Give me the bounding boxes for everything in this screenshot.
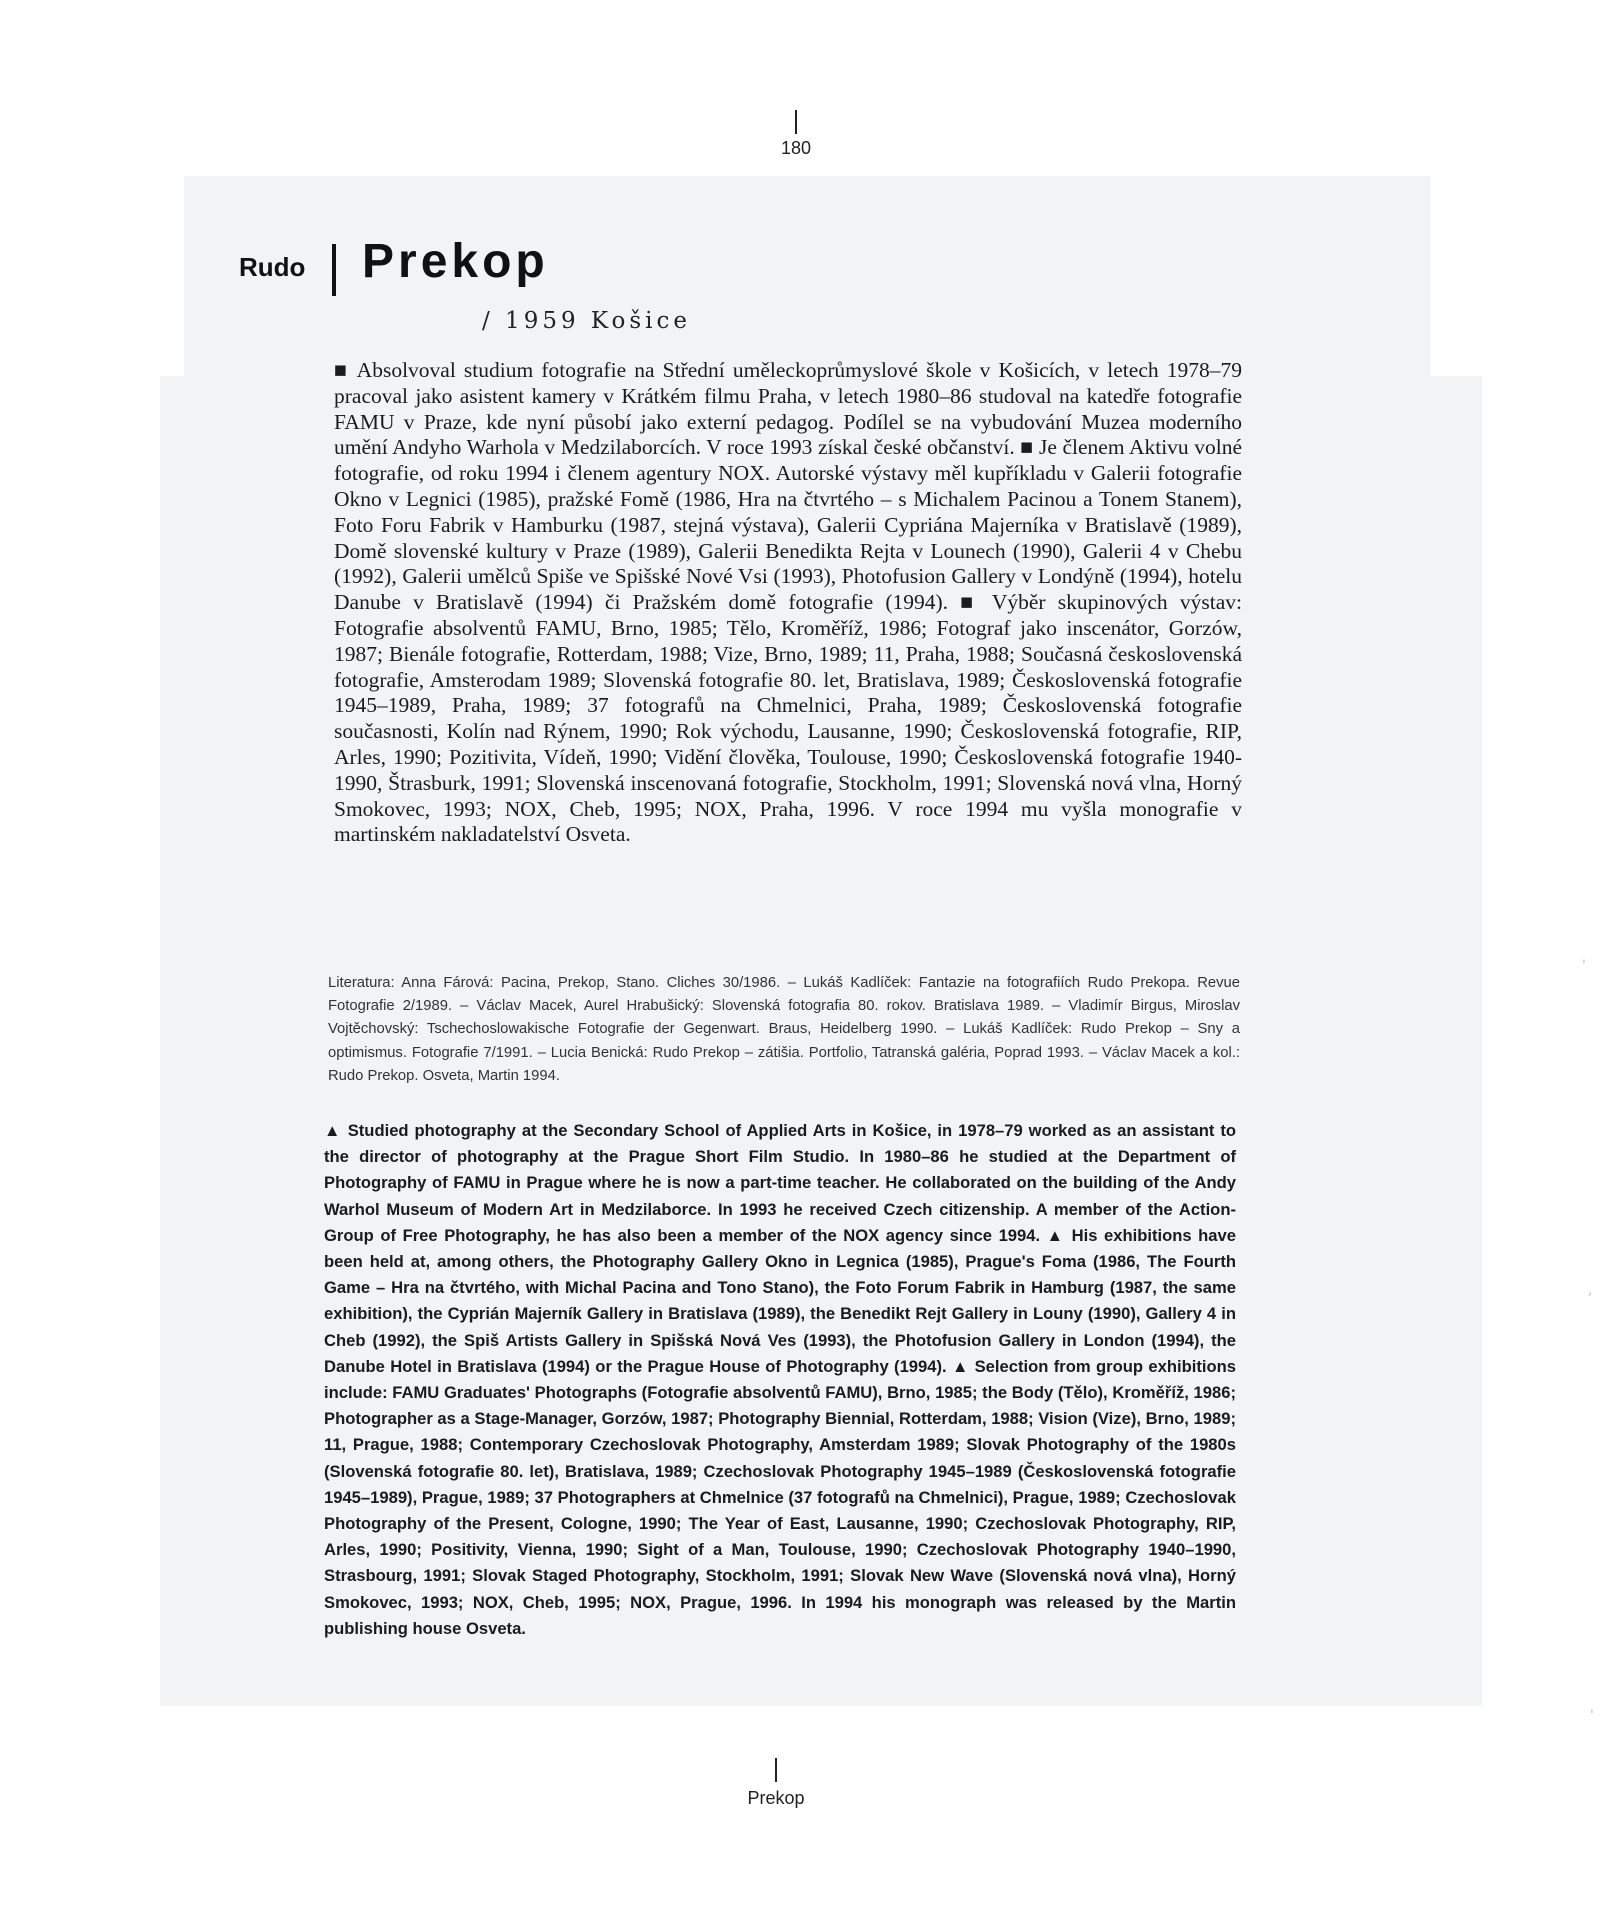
edge-mark: ' — [1590, 1708, 1594, 1724]
artist-last-name: Prekop — [362, 235, 549, 288]
artist-first-name: Rudo — [239, 252, 306, 282]
artist-birth: / 1959 Košice — [482, 308, 691, 334]
name-divider — [332, 244, 336, 296]
edge-mark: , — [1588, 1282, 1593, 1298]
footer-tick — [775, 1758, 777, 1782]
biography-english: ▲ Studied photography at the Secondary School of Applied Arts in Košice, in 1978–79 worked as an assistant to the director of photography at the Prague Short Film Studio. In 1980–86 he studied at the Department of Photography of FAMU in Prague where he is now a part-time teacher. He collaborated on the building of the Andy Warhol Museum of Modern Art in Medzilaborce. In 1993 he received Czech citizenship. A member of the Action-Group of Free Photography, he has also been a member of the NOX agency since 1994. ▲ His exhibitions have been held at, among others, the Photography Gallery Okno in Legnica (1985), Prague's Foma (1986, The Fourth Game – Hra na čtvrtého, with Michal Pacina and Tono Stano), the Foto Forum Fabrik in Hamburg (1987, the same exhibition), the Cyprián Majerník Gallery in Bratislava (1989), the Benedikt Rejt Gallery in Louny (1990), Gallery 4 in Cheb (1992), the Spiš Artists Gallery in Spišská Nová Ves (1993), the Photofusion Gallery in London (1994), the Danube Hotel in Bratislava (1994) or the Prague House of Photography (1994). ▲ Selection from group exhibitions include: FAMU Graduates' Photographs (Fotografie absolventů FAMU), Brno, 1985; the Body (Tělo), Kroměříž, 1986; Photographer as a Stage-Manager, Gorzów, 1987; Photography Biennial, Rotterdam, 1988; Vision (Vize), Brno, 1989; 11, Prague, 1988; Contemporary Czechoslovak Photography, Amsterdam 1989; Slovak Photography of the 1980s (Slovenská fotografie 80. let), Bratislava, 1989; Czechoslovak Photography 1945–1989 (Československá fotografie 1945–1989), Prague, 1989; 37 Photographers at Chmelnice (37 fotografů na Chmelnici), Prague, 1989; Czechoslovak Photography of the Present, Cologne, 1990; The Year of East, Lausanne, 1990; Czechoslovak Photography, RIP, Arles, 1990; Positivity, Vienna, 1990; Sight of a Man, Toulouse, 1990; Czechoslovak Photography 1940–1990, Strasbourg, 1991; Slovak Staged Photography, Stockholm, 1991; Slovak New Wave (Slovenská nová vlna), Horný Smokovec, 1993; NOX, Cheb, 1995; NOX, Prague, 1996. In 1994 his monograph was released by the Martin publishing house Osveta. — [324, 1121, 1236, 1638]
page-number-tick — [795, 110, 797, 134]
page-number — [756, 110, 836, 159]
edge-mark: ' — [1582, 958, 1586, 974]
biography-czech: ■ Absolvoval studium fotografie na Střední uměleckoprůmyslové škole v Košicích, v letech 1978–79 pracoval jako asistent kamery v Krátkém filmu Praha, v letech 1980–86 studoval na katedře fotografie FAMU v Praze, kde nyní působí jako externí pedagog. Podílel se na vybudování Muzea moderního umění Andyho Warhola v Medzilaborcích. V roce 1993 získal české občanství. ■ Je členem Aktivu volné fotografie, od roku 1994 i členem agentury NOX. Autorské výstavy měl kupříkladu v Galerii fotografie Okno v Legnici (1985), pražské Fomě (1986, Hra na čtvrtého – s Michalem Pacinou a Tonem Stanem), Foto Foru Fabrik v Hamburku (1987, stejná výstava), Galerii Cypriána Majerníka v Bratislavě (1989), Domě slovenské kultury v Praze (1989), Galerii Benedikta Rejta v Lounech (1990), Galerii 4 v Chebu (1992), Galerii umělců Spiše ve Spišské Nové Vsi (1993), Photofusion Gallery v Londýně (1994), hotelu Danube v Bratislavě (1994) či Pražském domě fotografie (1994). ■ Výběr skupinových výstav: Fotografie absolventů FAMU, Brno, 1985; Tělo, Kroměříž, 1986; Fotograf jako inscenátor, Gorzów, 1987; Bienále fotografie, Rotterdam, 1988; Vize, Brno, 1989; 11, Praha, 1988; Současná československá fotografie, Amsterodam 1989; Slovenská fotografie 80. let, Bratislava, 1989; Československá fotografie 1945–1989, Praha, 1989; 37 fotografů na Chmelnici, Praha, 1989; Československá fotografie současnosti, Kolín nad Rýnem, 1990; Rok východu, Lausanne, 1990; Československá fotografie, RIP, Arles, 1990; Pozitivita, Vídeň, 1990; Vidění člověka, Toulouse, 1990; Československá fotografie 1940-1990, Štrasburk, 1991; Slovenská inscenovaná fotografie, Stockholm, 1991; Slovenská nová vlna, Horný Smokovec, 1993; NOX, Cheb, 1995; NOX, Praha, 1996. V roce 1994 mu vyšla monografie v martinském nakladatelství Osveta. — [334, 358, 1242, 847]
literature-references: Literatura: Anna Fárová: Pacina, Prekop, Stano. Cliches 30/1986. – Lukáš Kadlíček: Fantazie na fotografiích Rudo Prekopa. Revue Fotografie 2/1989. – Václav Macek, Aurel Hrabušický: Slovenská fotografia 80. rokov. Bratislava 1989. – Vladimír Birgus, Miroslav Vojtěchovský: Tschechoslowakische Fotografie der Gegenwart. Braus, Heidelberg 1990. – Lukáš Kadlíček: Rudo Prekop – Sny a optimismus. Fotografie 7/1991. – Lucia Benická: Rudo Prekop – zátišia. Portfolio, Tatranská galéria, Poprad 1993. – Václav Macek a kol.: Rudo Prekop. Osveta, Martin 1994. — [328, 975, 1240, 1084]
footer-label: Prekop — [747, 1788, 805, 1808]
footer — [726, 1758, 826, 1809]
page-number-text: 180 — [780, 138, 812, 158]
